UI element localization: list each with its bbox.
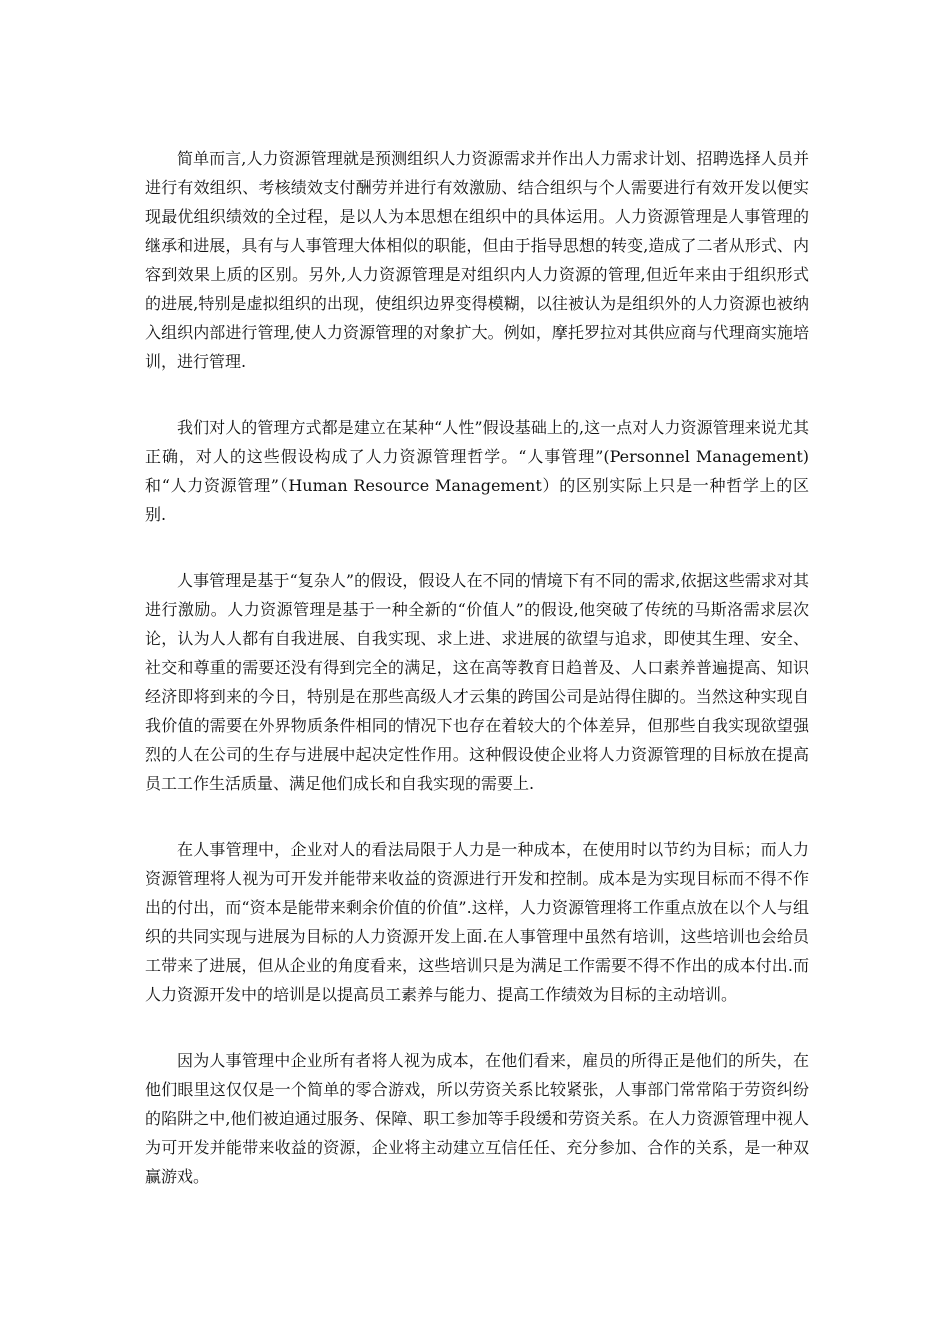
paragraph-2: 我们对人的管理方式都是建立在某种“人性”假设基础上的,这一点对人力资源管理来说尤其正确，对人的这些假设构成了人力资源管理哲学。“人事管理”(Personnel Management)和“人力资源管理”（Human Resource Management）的区别实际上只是一种哲学上的区别. <box>145 418 809 524</box>
paragraph-5: 因为人事管理中企业所有者将人视为成本，在他们看来，雇员的所得正是他们的所失，在他们眼里这仅仅是一个简单的零合游戏，所以劳资关系比较紧张，人事部门常常陷于劳资纠纷的陷阱之中,他们被迫通过服务、保障、职工参加等手段缓和劳资关系。在人力资源管理中视人为可开发并能带来收益的资源，企业将主动建立互信任任、充分参加、合作的关系，是一种双赢游戏。 <box>145 1051 809 1186</box>
paragraph-4: 在人事管理中，企业对人的看法局限于人力是一种成本，在使用时以节约为目标；而人力资源管理将人视为可开发并能带来收益的资源进行开发和控制。成本是为实现目标而不得不作出的付出，而“资本是能带来剩余价值的价值”.这样，人力资源管理将工作重点放在以个人与组织的共同实现与进展为目标的人力资源开发上面.在人事管理中虽然有培训，这些培训也会给员工带来了进展，但从企业的角度看来，这些培训只是为满足工作需要不得不作出的成本付出.而人力资源开发中的培训是以提高员工素养与能力、提高工作绩效为目标的主动培训。 <box>145 840 809 1004</box>
document-body <box>145 144 809 1191</box>
paragraph-3: 人事管理是基于“复杂人”的假设，假设人在不同的情境下有不同的需求,依据这些需求对其进行激励。人力资源管理是基于一种全新的“价值人”的假设,他突破了传统的马斯洛需求层次论，认为人人都有自我进展、自我实现、求上进、求进展的欲望与追求，即使其生理、安全、社交和尊重的需要还没有得到完全的满足，这在高等教育日趋普及、人口素养普遍提高、知识经济即将到来的今日，特别是在那些高级人才云集的跨国公司是站得住脚的。当然这种实现自我价值的需要在外界物质条件相同的情况下也存在着较大的个体差异，但那些自我实现欲望强烈的人在公司的生存与进展中起决定性作用。这种假设使企业将人力资源管理的目标放在提高员工工作生活质量、满足他们成长和自我实现的需要上. <box>145 571 809 793</box>
paragraph-1: 简单而言,人力资源管理就是预测组织人力资源需求并作出人力需求计划、招聘选择人员并进行有效组织、考核绩效支付酬劳并进行有效激励、结合组织与个人需要进行有效开发以便实现最优组织绩效的全过程，是以人为本思想在组织中的具体运用。人力资源管理是人事管理的继承和进展，具有与人事管理大体相似的职能，但由于指导思想的转变,造成了二者从形式、内容到效果上质的区别。另外,人力资源管理是对组织内人力资源的管理,但近年来由于组织形式的进展,特别是虚拟组织的出现，使组织边界变得模糊，以往被认为是组织外的人力资源也被纳入组织内部进行管理,使人力资源管理的对象扩大。例如，摩托罗拉对其供应商与代理商实施培训，进行管理. <box>145 149 809 371</box>
